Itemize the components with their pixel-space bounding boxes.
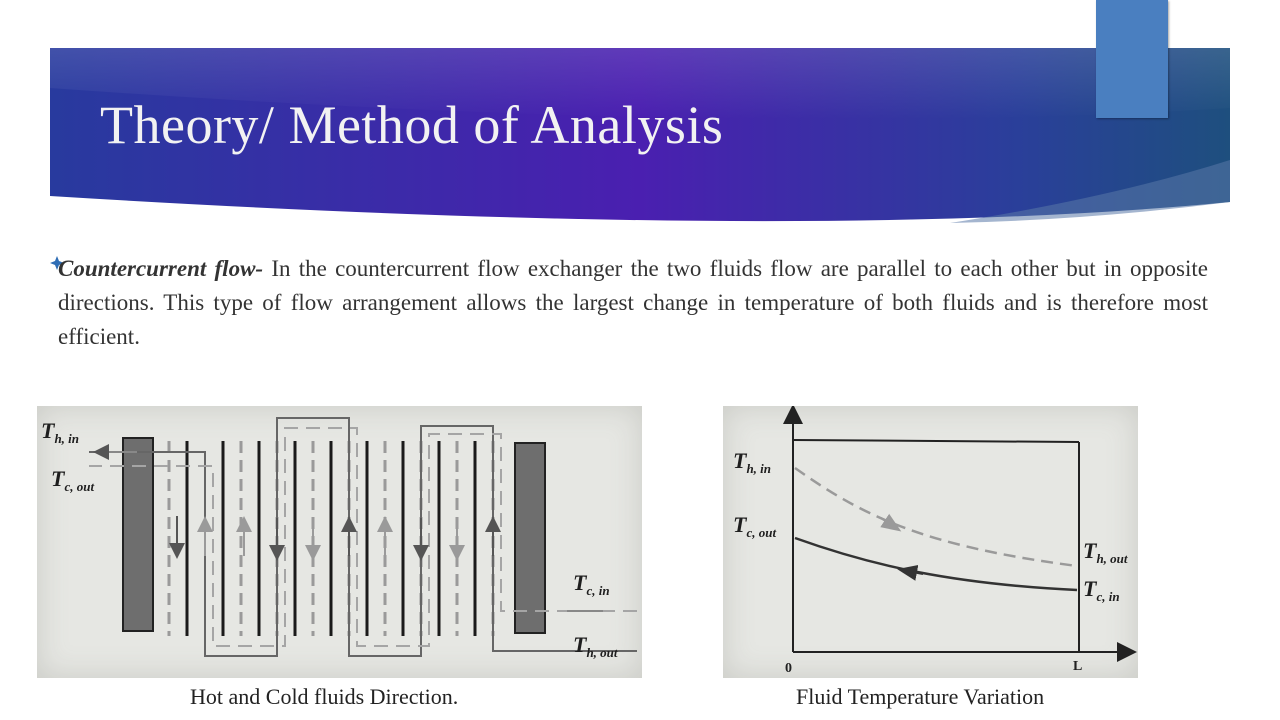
right-end-plate xyxy=(515,443,545,633)
x-axis-start-label: 0 xyxy=(785,661,792,676)
bullet-body: In the countercurrent flow exchanger the two fluids flow are parallel to each other but in opposite directions. This type of flow arrangement allows the largest change in temperature of both fluids and is therefore most efficient. xyxy=(58,256,1208,349)
x-axis-end-label: L xyxy=(1073,659,1083,674)
left-th-in-label: $T_{h, in}$ xyxy=(41,418,80,446)
bullet-lead: Countercurrent flow- xyxy=(58,256,264,281)
left-tc-out-label: $T_{c, out}$ xyxy=(51,466,95,494)
slide-title: Theory/ Method of Analysis xyxy=(100,95,724,155)
flow-direction-diagram xyxy=(37,406,642,678)
left-tc-in-label: $T_{c, in}$ xyxy=(573,570,610,598)
temperature-variation-figure xyxy=(723,406,1138,678)
left-figure-caption: Hot and Cold fluids Direction. xyxy=(190,684,459,709)
plot-top-border xyxy=(793,440,1079,442)
right-tc-out-label: $T_{c, out}$ xyxy=(733,512,777,540)
cold-fluid-path xyxy=(89,428,637,646)
solid-plates xyxy=(187,441,475,636)
right-th-out-label: $T_{h, out}$ xyxy=(1083,538,1128,566)
right-figure-caption: Fluid Temperature Variation xyxy=(796,684,1045,709)
hot-fluid-path xyxy=(89,418,637,656)
right-tc-in-label: $T_{c, in}$ xyxy=(1083,576,1120,604)
temperature-variation-plot xyxy=(723,406,1138,678)
cold-fluid-curve xyxy=(795,538,1077,590)
hot-curve-arrow xyxy=(881,518,893,526)
flow-direction-figure xyxy=(37,406,642,678)
bullet-text xyxy=(58,252,1208,354)
left-th-out-label: $T_{h, out}$ xyxy=(573,632,618,660)
right-th-in-label: $T_{h, in}$ xyxy=(733,448,772,476)
accent-bar xyxy=(1096,0,1168,118)
